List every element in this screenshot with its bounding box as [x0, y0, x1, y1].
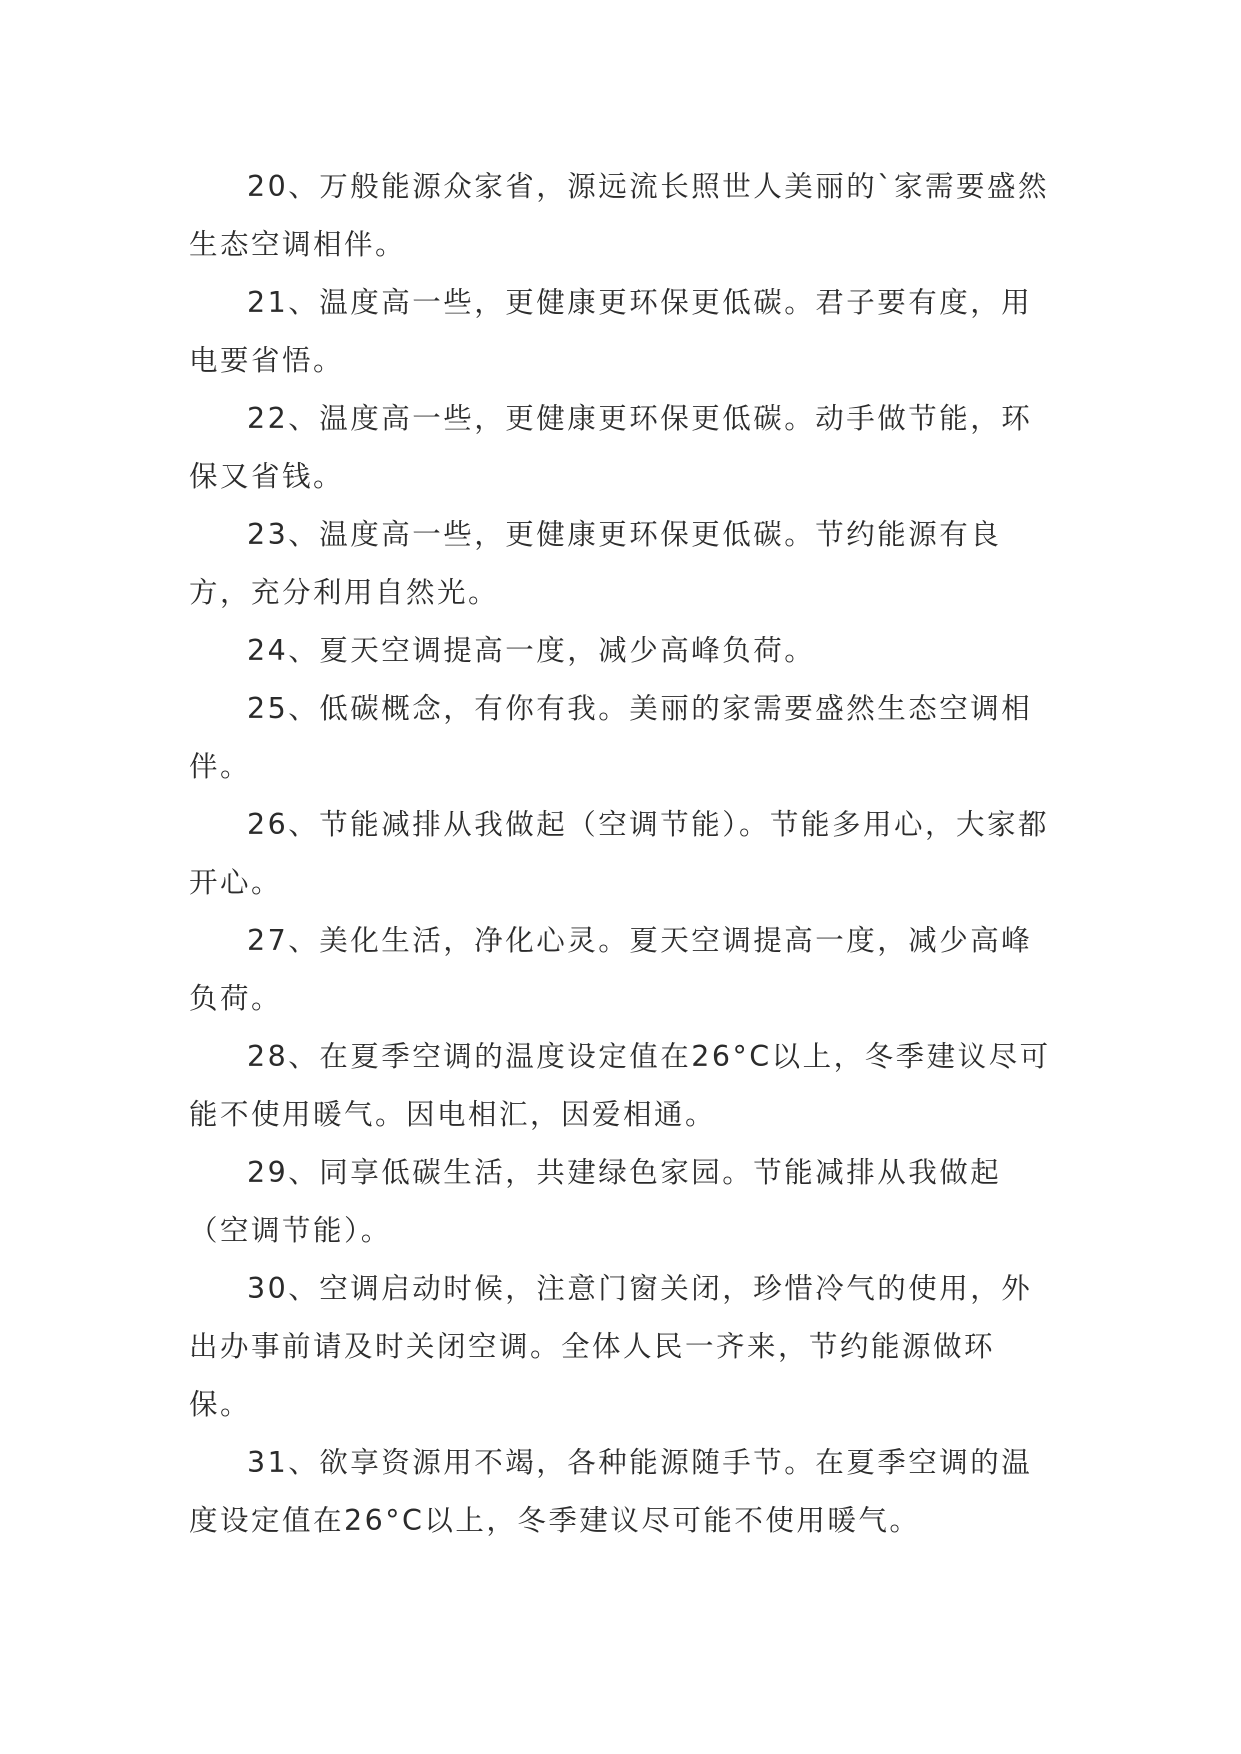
document-body: [189, 158, 1051, 1550]
paragraph-31: 31、欲享资源用不竭，各种能源随手节。在夏季空调的温度设定值在26°C以上，冬季建议尽可能不使用暖气。: [189, 1446, 1033, 1537]
paragraph-25: 25、低碳概念，有你有我。美丽的家需要盛然生态空调相伴。: [189, 692, 1033, 783]
paragraph-22: 22、温度高一些，更健康更环保更低碳。动手做节能，环保又省钱。: [189, 402, 1033, 493]
paragraph-27: 27、美化生活，净化心灵。夏天空调提高一度，减少高峰负荷。: [189, 924, 1033, 1015]
paragraph-23: 23、温度高一些，更健康更环保更低碳。节约能源有良方，充分利用自然光。: [189, 518, 1002, 609]
paragraph-30: 30、空调启动时候，注意门窗关闭，珍惜冷气的使用，外出办事前请及时关闭空调。全体人民一齐来，节约能源做环保。: [189, 1272, 1033, 1421]
paragraph-28: 28、在夏季空调的温度设定值在26°C以上，冬季建议尽可能不使用暖气。因电相汇，因爱相通。: [189, 1040, 1051, 1131]
paragraph-20: 20、万般能源众家省，源远流长照世人美丽的`家需要盛然生态空调相伴。: [189, 170, 1050, 261]
paragraph-26: 26、节能减排从我做起（空调节能）。节能多用心，大家都开心。: [189, 808, 1050, 899]
paragraph-29: 29、同享低碳生活，共建绿色家园。节能减排从我做起（空调节能）。: [189, 1156, 1002, 1247]
paragraph-21: 21、温度高一些，更健康更环保更低碳。君子要有度，用电要省悟。: [189, 286, 1033, 377]
paragraph-24: 24、夏天空调提高一度，减少高峰负荷。: [247, 634, 816, 667]
